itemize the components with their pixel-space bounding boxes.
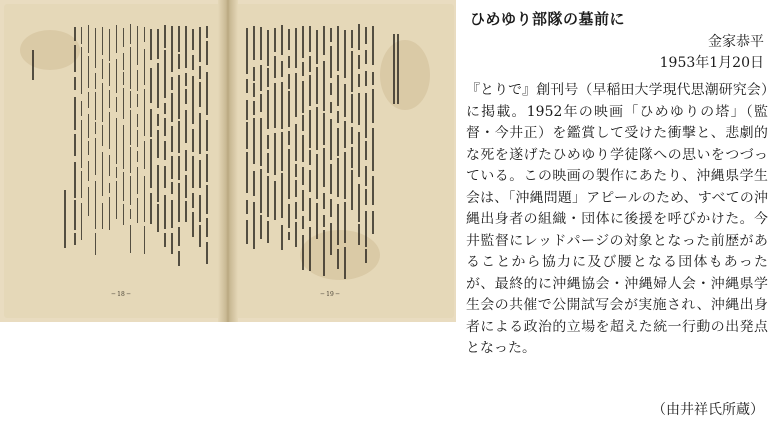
text-column-stroke <box>267 68 269 87</box>
text-column-stroke <box>323 215 325 227</box>
text-column-stroke <box>344 202 346 243</box>
text-column-stroke <box>109 63 111 86</box>
text-column-stroke <box>281 82 283 129</box>
text-column-stroke <box>171 182 173 194</box>
chapter-heading-stroke <box>397 34 399 104</box>
text-column-stroke <box>344 121 346 149</box>
paper-stain <box>300 230 380 280</box>
text-column-stroke <box>365 50 367 65</box>
text-column-stroke <box>323 148 325 187</box>
text-column-stroke <box>164 195 166 229</box>
text-column-stroke <box>344 247 346 279</box>
text-column-stroke <box>116 181 118 219</box>
text-column-stroke <box>109 112 111 149</box>
text-column-stroke <box>185 73 187 86</box>
text-column-stroke <box>337 158 339 197</box>
text-column-stroke <box>267 221 269 243</box>
text-column-stroke <box>260 118 262 167</box>
text-column-stroke <box>74 45 76 73</box>
text-column-stroke <box>178 227 180 246</box>
text-column-stroke <box>74 233 76 245</box>
text-column-stroke <box>246 220 248 245</box>
text-column-stroke <box>116 97 118 112</box>
chapter-heading-stroke <box>393 34 395 104</box>
text-column-stroke <box>274 181 276 220</box>
text-column-stroke <box>74 200 76 230</box>
text-column-stroke <box>295 124 297 161</box>
text-column-stroke <box>192 212 194 237</box>
text-column-stroke <box>246 200 248 214</box>
text-column-stroke <box>302 81 304 112</box>
text-column-stroke <box>316 30 318 64</box>
text-column-stroke <box>102 203 104 229</box>
text-column-stroke <box>253 202 255 249</box>
text-column-stroke <box>199 66 201 80</box>
text-column-stroke <box>116 167 118 178</box>
text-column-stroke <box>199 27 201 61</box>
text-column-stroke <box>88 25 90 53</box>
text-column-stroke <box>74 77 76 90</box>
text-column-stroke <box>246 152 248 193</box>
text-column-stroke <box>309 75 311 106</box>
text-column-stroke <box>267 176 269 217</box>
text-column-stroke <box>199 195 201 223</box>
text-column-stroke <box>109 29 111 61</box>
text-column-stroke <box>295 28 297 67</box>
text-column-stroke <box>192 55 194 70</box>
text-column-stroke <box>88 56 90 88</box>
text-column-stroke <box>253 83 255 97</box>
text-column-stroke <box>372 26 374 66</box>
text-column-stroke <box>81 203 83 240</box>
article-body: 『とりで』創刊号（早稲田大学現代思潮研究会）に掲載。1952年の映画「ひめゆりの塔」（監督・今井正）を鑑賞して受けた衝撃と、悲劇的な死を遂げたひめゆり学徒隊への思いをつづっている。この映画の製作にあたり、沖縄県学生会は、「沖縄問題」アピールのため、すべての沖縄出身者の組織・団体に後援を呼びかけた。今井監督にレッドパージの対象となった前歴があることから協力に及び腰となる団体もあったが、最終的に沖縄協会・沖縄婦人会・沖縄県学生会の共催で公開試写会が実施され、沖縄出身者による政治的立場を超えた統一行動の出発点となった。 <box>466 82 768 356</box>
text-column-stroke <box>192 129 194 152</box>
text-column-stroke <box>288 74 290 89</box>
text-column-stroke <box>171 126 173 152</box>
text-column-stroke <box>372 176 374 206</box>
text-column-stroke <box>295 202 297 219</box>
text-column-stroke <box>295 164 297 178</box>
text-column-stroke <box>330 102 332 114</box>
text-column-stroke <box>330 199 332 217</box>
text-column-stroke <box>351 147 353 167</box>
text-column-stroke <box>372 89 374 123</box>
text-column-stroke <box>309 110 311 148</box>
text-column-stroke <box>246 28 248 74</box>
text-column-stroke <box>144 176 146 221</box>
text-column-stroke <box>274 133 276 176</box>
text-column-stroke <box>95 138 97 175</box>
text-column-stroke <box>337 128 339 156</box>
text-column-stroke <box>330 46 332 78</box>
text-column-stroke <box>351 94 353 123</box>
text-column-stroke <box>130 209 132 219</box>
text-column-stroke <box>274 83 276 128</box>
text-column-stroke <box>137 26 139 65</box>
text-column-stroke <box>302 26 304 58</box>
text-column-stroke <box>185 150 187 171</box>
text-column-stroke <box>137 151 139 162</box>
text-column-stroke <box>144 141 146 169</box>
text-column-stroke <box>253 171 255 197</box>
text-column-stroke <box>302 235 304 270</box>
text-column-stroke <box>351 170 353 210</box>
text-column-stroke <box>171 233 173 254</box>
text-column-stroke <box>164 103 166 114</box>
text-column-stroke <box>330 83 332 95</box>
text-column-stroke <box>130 110 132 145</box>
text-column-stroke <box>157 114 159 126</box>
paper-stain <box>380 40 430 110</box>
text-column-stroke <box>206 72 208 115</box>
text-column-stroke <box>246 79 248 94</box>
text-column-stroke <box>178 75 180 119</box>
text-column-stroke <box>192 76 194 125</box>
text-column-stroke <box>365 166 367 186</box>
text-column-stroke <box>344 30 346 79</box>
text-column-stroke <box>130 91 132 108</box>
text-column-stroke <box>274 56 276 78</box>
text-column-stroke <box>157 130 159 159</box>
text-column-stroke <box>178 121 180 153</box>
text-column-stroke <box>337 249 339 269</box>
text-column-stroke <box>81 101 83 116</box>
text-column-stroke <box>253 26 255 60</box>
text-column-stroke <box>157 63 159 108</box>
text-column-stroke <box>288 91 290 127</box>
text-column-stroke <box>137 130 139 148</box>
text-column-stroke <box>81 120 83 168</box>
text-column-stroke <box>116 25 118 53</box>
text-column-stroke <box>365 249 367 263</box>
text-column-stroke <box>171 77 173 90</box>
text-column-stroke <box>267 90 269 130</box>
text-column-stroke <box>337 26 339 71</box>
text-column-stroke <box>372 211 374 234</box>
article-author: 金家恭平 <box>708 34 764 50</box>
text-column-stroke <box>323 113 325 145</box>
text-column-stroke <box>260 94 262 112</box>
text-column-stroke <box>123 53 125 70</box>
text-column-stroke <box>323 61 325 111</box>
text-column-stroke <box>323 230 325 276</box>
text-column-stroke <box>185 175 187 198</box>
text-column-stroke <box>171 26 173 72</box>
text-column-stroke <box>288 56 290 68</box>
text-column-stroke <box>330 223 332 255</box>
text-column-stroke <box>88 141 90 154</box>
text-column-stroke <box>288 149 290 199</box>
text-column-stroke <box>185 201 187 223</box>
text-column-stroke <box>144 49 146 86</box>
text-column-stroke <box>206 154 208 183</box>
text-column-stroke <box>316 203 318 239</box>
article-date: 1953年1月20日 <box>659 55 764 71</box>
text-column-stroke <box>337 75 339 107</box>
text-column-stroke <box>144 27 146 42</box>
text-column-stroke <box>267 30 269 66</box>
text-column-stroke <box>365 189 367 205</box>
text-column-stroke <box>164 118 166 135</box>
text-column-stroke <box>206 242 208 264</box>
text-column-stroke <box>130 225 132 253</box>
text-column-stroke <box>137 167 139 195</box>
text-column-stroke <box>185 26 187 68</box>
author-name-stroke <box>64 190 66 248</box>
text-column-stroke <box>137 94 139 107</box>
text-column-stroke <box>260 215 262 238</box>
text-column-stroke <box>316 107 318 150</box>
text-column-stroke <box>102 83 104 123</box>
text-column-stroke <box>358 224 360 245</box>
text-column-stroke <box>295 180 297 198</box>
text-column-stroke <box>253 101 255 115</box>
text-column-stroke <box>123 125 125 169</box>
text-column-stroke <box>351 127 353 144</box>
text-column-stroke <box>130 147 132 173</box>
text-column-stroke <box>365 93 367 139</box>
text-column-stroke <box>74 27 76 42</box>
text-column-stroke <box>358 55 360 69</box>
text-column-stroke <box>316 67 318 104</box>
text-column-stroke <box>137 70 139 91</box>
text-column-stroke <box>309 170 311 192</box>
text-column-stroke <box>95 233 97 255</box>
text-column-stroke <box>81 171 83 198</box>
text-column-stroke <box>253 67 255 81</box>
text-column-stroke <box>358 184 360 222</box>
text-column-stroke <box>192 29 194 50</box>
text-column-stroke <box>358 132 360 178</box>
text-column-stroke <box>150 29 152 61</box>
text-column-stroke <box>260 27 262 60</box>
text-column-stroke <box>323 193 325 208</box>
text-column-stroke <box>88 187 90 216</box>
text-column-stroke <box>88 92 90 108</box>
text-column-stroke <box>288 232 290 240</box>
text-column-stroke <box>316 154 318 199</box>
text-column-stroke <box>192 193 194 208</box>
text-column-stroke <box>81 27 83 44</box>
text-column-stroke <box>130 176 132 205</box>
text-column-stroke <box>344 152 346 199</box>
text-column-stroke <box>206 218 208 238</box>
text-column-stroke <box>116 59 118 93</box>
text-column-stroke <box>253 118 255 165</box>
text-column-stroke <box>116 118 118 164</box>
text-column-stroke <box>150 109 152 137</box>
text-column-stroke <box>164 233 166 248</box>
text-column-stroke <box>344 84 346 117</box>
text-column-stroke <box>267 135 269 149</box>
text-column-stroke <box>199 113 201 153</box>
text-column-stroke <box>302 62 304 76</box>
text-column-stroke <box>330 164 332 194</box>
text-column-stroke <box>192 156 194 188</box>
text-column-stroke <box>81 47 83 95</box>
text-column-stroke <box>330 28 332 42</box>
text-column-stroke <box>246 100 248 120</box>
text-column-stroke <box>178 54 180 69</box>
text-column-stroke <box>178 156 180 180</box>
text-column-stroke <box>365 71 367 86</box>
text-column-stroke <box>295 222 297 248</box>
article-credit: （由井祥氏所蔵） <box>652 402 764 418</box>
text-column-stroke <box>164 50 166 98</box>
book-gutter <box>218 0 238 322</box>
text-column-stroke <box>95 181 97 229</box>
left-page-number: ─ 18 ─ <box>111 291 131 298</box>
text-column-stroke <box>150 139 152 188</box>
text-column-stroke <box>323 26 325 55</box>
text-column-stroke <box>302 167 304 185</box>
text-column-stroke <box>123 172 125 202</box>
article-title: ひめゆり部隊の墓前に <box>470 10 626 28</box>
text-column-stroke <box>302 115 304 131</box>
text-column-stroke <box>365 27 367 45</box>
text-column-stroke <box>274 28 276 52</box>
text-column-stroke <box>351 30 353 48</box>
text-column-stroke <box>150 193 152 224</box>
text-column-stroke <box>95 28 97 68</box>
text-column-stroke <box>372 128 374 171</box>
text-column-stroke <box>109 155 111 176</box>
text-column-stroke <box>281 132 283 171</box>
text-column-stroke <box>102 152 104 196</box>
text-column-stroke <box>337 111 339 122</box>
text-column-stroke <box>358 93 360 125</box>
text-column-stroke <box>185 110 187 144</box>
text-column-stroke <box>295 73 297 117</box>
text-column-stroke <box>130 24 132 43</box>
text-column-stroke <box>171 200 173 228</box>
text-column-stroke <box>144 89 146 135</box>
text-column-stroke <box>144 226 146 254</box>
text-column-stroke <box>102 125 104 146</box>
text-column-stroke <box>309 26 311 52</box>
text-column-stroke <box>288 131 290 145</box>
text-column-stroke <box>95 73 97 88</box>
text-column-stroke <box>206 120 208 152</box>
text-column-stroke <box>281 61 283 77</box>
text-column-stroke <box>246 122 248 148</box>
text-column-stroke <box>358 24 360 50</box>
paper-stain <box>20 30 80 70</box>
text-column-stroke <box>309 198 311 221</box>
text-column-stroke <box>351 51 353 92</box>
text-column-stroke <box>123 88 125 120</box>
text-column-stroke <box>123 204 125 225</box>
text-column-stroke <box>267 153 269 173</box>
text-column-stroke <box>281 25 283 55</box>
text-column-stroke <box>309 227 311 271</box>
text-column-stroke <box>281 225 283 251</box>
text-column-stroke <box>150 68 152 103</box>
margin-note-stroke <box>32 50 34 80</box>
open-book-photo <box>0 0 456 322</box>
text-column-stroke <box>102 59 104 80</box>
text-column-stroke <box>95 92 97 120</box>
text-column-stroke <box>130 47 132 89</box>
text-column-stroke <box>102 27 104 55</box>
text-column-stroke <box>74 162 76 198</box>
text-column-stroke <box>74 134 76 155</box>
right-page-number: ─ 19 ─ <box>320 291 340 298</box>
text-column-stroke <box>123 72 125 85</box>
text-column-stroke <box>109 197 111 230</box>
text-column-stroke <box>302 190 304 211</box>
text-column-stroke <box>206 185 208 214</box>
text-column-stroke <box>137 114 139 127</box>
text-column-stroke <box>171 156 173 179</box>
text-column-stroke <box>178 183 180 222</box>
text-column-stroke <box>178 251 180 266</box>
text-column-stroke <box>260 65 262 91</box>
text-column-stroke <box>206 41 208 65</box>
text-column-stroke <box>109 90 111 109</box>
text-column-stroke <box>199 82 201 107</box>
text-column-stroke <box>137 198 139 223</box>
text-column-stroke <box>365 211 367 247</box>
text-column-stroke <box>164 141 166 160</box>
text-column-stroke <box>157 165 159 201</box>
text-column-stroke <box>74 97 76 131</box>
text-column-stroke <box>337 204 339 245</box>
text-column-stroke <box>171 93 173 122</box>
text-column-stroke <box>372 72 374 85</box>
text-column-stroke <box>288 204 290 229</box>
text-column-stroke <box>358 74 360 88</box>
text-column-stroke <box>109 183 111 193</box>
text-column-stroke <box>260 169 262 214</box>
text-column-stroke <box>365 141 367 160</box>
text-column-stroke <box>88 161 90 181</box>
text-column-stroke <box>199 225 201 248</box>
text-column-stroke <box>164 25 166 48</box>
text-column-stroke <box>157 204 159 232</box>
text-column-stroke <box>157 29 159 59</box>
text-column-stroke <box>185 89 187 104</box>
text-column-stroke <box>178 26 180 52</box>
text-column-stroke <box>164 166 166 188</box>
text-column-stroke <box>206 26 208 38</box>
text-column-stroke <box>95 122 97 134</box>
text-column-stroke <box>330 119 332 160</box>
text-column-stroke <box>88 114 90 138</box>
text-column-stroke <box>309 56 311 72</box>
text-column-stroke <box>288 29 290 50</box>
text-column-stroke <box>281 173 283 218</box>
text-column-stroke <box>123 28 125 47</box>
text-column-stroke <box>302 135 304 163</box>
text-column-stroke <box>199 160 201 188</box>
text-column-stroke <box>302 216 304 230</box>
text-column-stroke <box>309 150 311 165</box>
